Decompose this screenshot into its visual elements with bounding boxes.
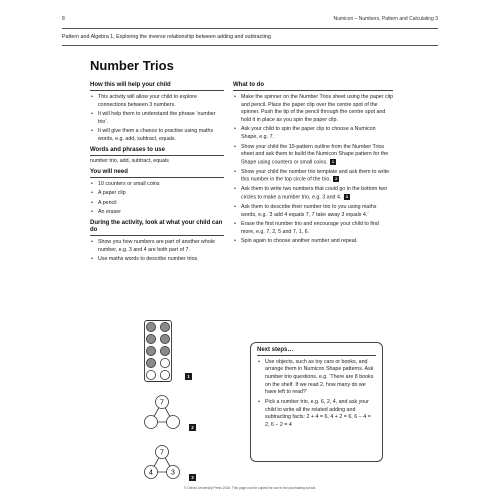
list-item: • An eraser xyxy=(90,209,224,217)
list-item xyxy=(233,94,393,125)
number-trio-example xyxy=(140,442,200,482)
counter-filled xyxy=(146,334,155,343)
help-list xyxy=(90,94,224,144)
next-steps-box xyxy=(250,342,383,462)
list-item: • Use maths words to describe number trios. xyxy=(90,256,224,264)
words-heading: Words and phrases to use xyxy=(90,147,224,156)
ten-frame-figure xyxy=(140,320,200,382)
figure-ref-badge: 1 xyxy=(331,158,335,164)
next-steps-title: Next steps… xyxy=(257,347,376,356)
list-item: • It will give them a chance to practise using maths words, e.g. add, subtract, equals. xyxy=(90,128,224,143)
during-heading: During the activity, look at what your child can do xyxy=(90,220,224,236)
step-text: Spin again to choose another number and repeat. xyxy=(241,238,358,245)
words-text: number trio, add, subtract, equals xyxy=(90,158,169,165)
todo-list xyxy=(233,94,393,246)
figure-ref-badge: 2 xyxy=(335,176,338,182)
list-item xyxy=(233,221,393,236)
running-title: Numicon – Numbers, Pattern and Calculating 3 xyxy=(333,16,438,22)
copyright-footer: © Oxford University Press 2016. This page can be copied for use in the purchasing school. xyxy=(183,486,317,490)
step-text: Ask them to describe their number trio to you using maths words, e.g. ‘3 add 4 equals 7, 7 take away 3 equals 4.’ xyxy=(241,203,377,218)
next-steps-list xyxy=(257,359,376,430)
step-text: Erase the first number trio and encourage your child to find more, e.g. 7, 2, 5 and 7, 1, 6. xyxy=(241,220,379,235)
counter-filled xyxy=(160,322,169,331)
trio-circle-left xyxy=(145,416,158,429)
counter-empty xyxy=(146,370,155,379)
list-item: • A paper clip xyxy=(90,190,224,198)
trio-left-number: 4 xyxy=(149,469,153,477)
step-text: Ask them to write two numbers that could go in the bottom two circles to make a number trio, e.g. 3 and 4. xyxy=(241,186,388,201)
list-item: • Pick a number trio, e.g. 6, 2, 4, and ask your child to write all the related adding and subtracting facts: 2 + 4 = 6, 4 + 2 = 6, 6 − 4 = 2, 6 − 2 = 4 xyxy=(257,399,376,430)
list-item: • It will help them to understand the phrase ‘number trio’. xyxy=(90,111,224,126)
list-item xyxy=(233,186,393,202)
trio-top-number: 7 xyxy=(160,399,164,407)
during-list xyxy=(90,239,224,264)
list-item: • This activity will allow your child to explore connections between 3 numbers. xyxy=(90,94,224,109)
header-rule xyxy=(62,28,438,29)
figure-badge: 2 xyxy=(189,424,196,431)
strand-label: Pattern and Algebra 1, Exploring the inverse relationship between adding and subtracting xyxy=(62,34,271,40)
todo-heading: What to do xyxy=(233,82,393,91)
figure-ref-badge: 3 xyxy=(345,193,348,199)
counter-empty xyxy=(160,358,169,367)
list-item: • 10 counters or small coins xyxy=(90,181,224,189)
counter-filled xyxy=(146,346,155,355)
step-text: Ask your child to spin the paper clip to choose a Numicon Shape, e.g. 7. xyxy=(241,126,376,141)
list-item: • A pencil xyxy=(90,200,224,208)
number-trio-template xyxy=(140,392,200,432)
list-item xyxy=(233,144,393,167)
counter-filled xyxy=(160,334,169,343)
right-column xyxy=(233,82,393,249)
trio-right-number: 3 xyxy=(171,469,175,477)
running-header xyxy=(62,16,438,25)
page-title: Number Trios xyxy=(90,58,174,73)
list-item xyxy=(233,169,393,185)
step-text: Make the spinner on the Number Trios sheet using the paper clip and pencil. Place the paper clip over the centre spot of the spinner. Push the tip of the pencil through the centre spot and hold it in place as you spin the paper clip. xyxy=(241,93,393,123)
help-heading: How this will help your child xyxy=(90,82,224,91)
list-item: • Use objects, such as toy cars or books, and arrange them in Numicon Shape patterns. Ask number trio questions, e.g. ‘There are 8 books on the shelf. If we read 2, how many do we have left to read?’ xyxy=(257,359,376,397)
step-text: Show your child the number trio template and ask them to write this number in the top circle of the trio. xyxy=(241,168,390,183)
figure-badge: 1 xyxy=(185,373,192,380)
counter-empty xyxy=(160,370,169,379)
list-item xyxy=(233,126,393,141)
page-number: 8 xyxy=(62,16,65,22)
counter-filled xyxy=(160,346,169,355)
counter-filled xyxy=(146,358,155,367)
trio-top-number: 7 xyxy=(160,449,164,457)
need-heading: You will need xyxy=(90,169,224,178)
strand-rule xyxy=(62,45,438,46)
step-text: Show your child the 10-pattern outline from the Number Trios sheet and ask them to build the Numicon Shape pattern for the Shape using counters or small coins. xyxy=(241,143,389,166)
need-list xyxy=(90,181,224,217)
trio-circle-right xyxy=(167,416,180,429)
left-column xyxy=(90,82,224,267)
list-item xyxy=(233,204,393,219)
list-item xyxy=(233,238,393,246)
counter-filled xyxy=(146,322,155,331)
list-item: • Show you how numbers are part of another whole number, e.g. 3 and 4 are both part of 7. xyxy=(90,239,224,254)
figure-badge: 3 xyxy=(189,474,196,481)
